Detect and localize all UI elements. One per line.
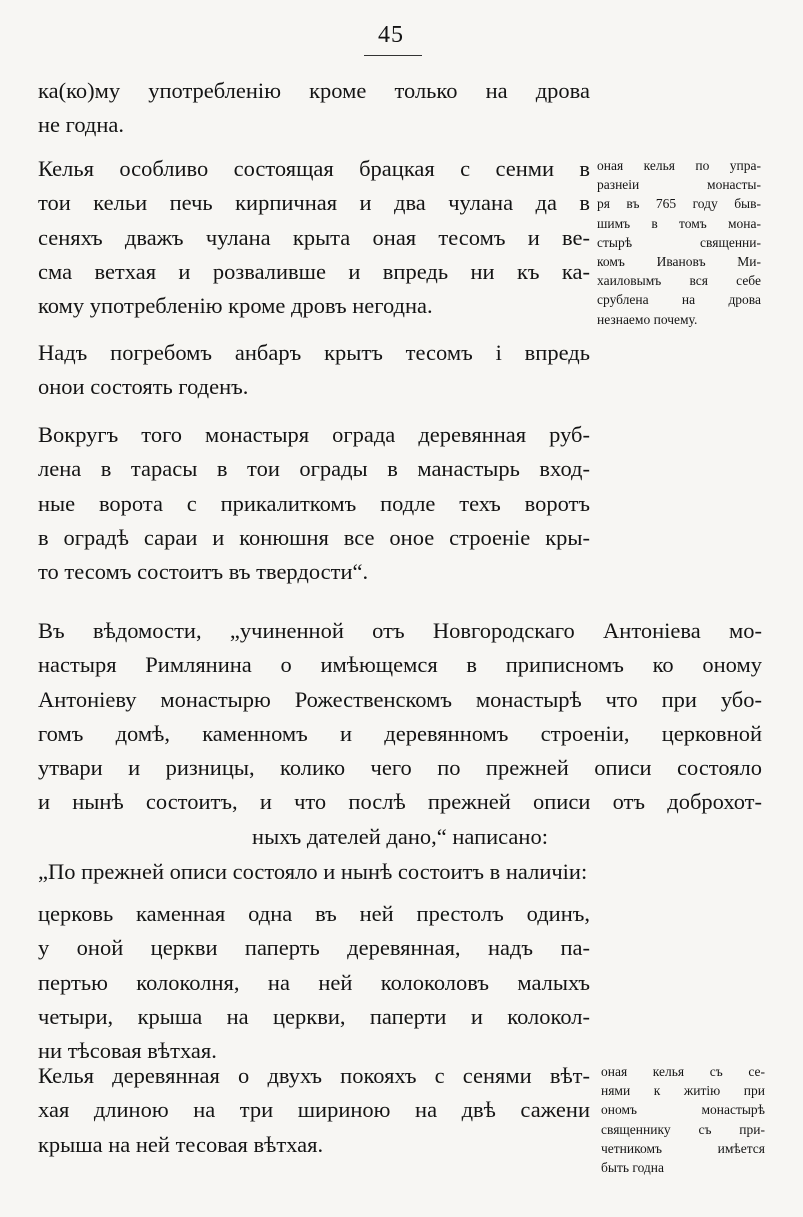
paragraph-line: гомъ домѣ, каменномъ и деревянномъ строенiи, церковной: [38, 720, 762, 746]
margin-note-line: шимъ в томъ мона-: [597, 215, 761, 231]
margin-note-line: ря въ 765 году быв-: [597, 196, 761, 212]
paragraph-6: [38, 855, 762, 889]
paragraph-line: Антонiеву монастырю Рожественскомъ монастырѣ что при убо-: [38, 686, 762, 712]
margin-note-2: [601, 1062, 765, 1177]
margin-note-line: священнику съ при-: [601, 1121, 765, 1137]
margin-note-line: комъ Ивановъ Ми-: [597, 253, 761, 269]
paragraph-line: онои состоять годенъ.: [38, 374, 249, 400]
margin-note-line: срублена на дрова: [597, 292, 761, 308]
paragraph-line: крыша на ней тесовая вѣтхая.: [38, 1131, 324, 1157]
paragraph-line: церковь каменная одна въ ней престолъ одинъ,: [38, 901, 590, 926]
paragraph-line: и нынѣ состоитъ, и что послѣ прежней описи отъ доброхот-: [38, 789, 762, 815]
margin-note-line: хаиловымъ вся себе: [597, 273, 761, 289]
margin-note-line: нями к житiю при: [601, 1083, 765, 1099]
paragraph-8: [38, 1059, 590, 1162]
paragraph-line: в оградѣ сараи и конюшня все оное строенiе кры-: [38, 524, 590, 550]
paragraph-line: ные ворота с прикалиткомъ подле техъ воротъ: [38, 490, 590, 516]
margin-note-line: четникомъ имѣется: [601, 1140, 765, 1156]
paragraph-1: [38, 74, 590, 143]
paragraph-line: Надъ погребомъ анбаръ крытъ тесомъ i впредь: [38, 340, 590, 365]
paragraph-line: „По прежней описи состояло и нынѣ состоитъ в наличiи:: [38, 859, 588, 884]
margin-note-line: оная келья по упра-: [597, 158, 761, 173]
paragraph-7: [38, 897, 590, 1068]
page-number-rule: [364, 55, 422, 56]
paragraph-line: настыря Римлянина о имѣющемся в приписномъ ко оному: [38, 652, 762, 678]
paragraph-line: пертью колоколня, на ней колоколовъ малыхъ: [38, 969, 590, 995]
paragraph-5: [38, 614, 762, 854]
margin-note-line: незнаемо почему.: [597, 311, 698, 327]
paragraph-line: у оной церкви паперть деревянная, надъ па-: [38, 935, 590, 961]
paragraph-line: хая длиною на три шириною на двѣ сажени: [38, 1097, 590, 1123]
margin-note-1: [597, 156, 761, 329]
margin-note-line: быть годна: [601, 1159, 665, 1175]
paragraph-4: [38, 418, 590, 589]
margin-note-line: ономъ монастырѣ: [601, 1102, 765, 1118]
paragraph-line: кому употребленiю кроме дровъ негодна.: [38, 293, 433, 319]
paragraph-line: лена в тарасы в тои ограды в манастырь вход-: [38, 456, 590, 482]
page-number: 45: [378, 22, 404, 48]
paragraph-line: ка(ко)му употребленiю кроме только на дрова: [38, 78, 590, 103]
paragraph-line: сеняхъ дважъ чулана крыта оная тесомъ и ве-: [38, 224, 590, 250]
paragraph-line: Въ вѣдомости, „учиненной отъ Новгородскаго Антонiева мо-: [38, 618, 762, 643]
paragraph-line: то тесомъ состоитъ въ твердости“.: [38, 559, 369, 585]
paragraph-line: утвари и ризницы, колико чего по прежней описи состояло: [38, 755, 762, 781]
paragraph-line: ныхъ дателей дано,“ написано:: [252, 823, 548, 849]
margin-note-line: разнеiи монасты-: [597, 177, 761, 193]
paragraph-line: ни тѣсовая вѣтхая.: [38, 1038, 217, 1064]
paragraph-line: Келья особливо состоящая брацкая с сенми в: [38, 156, 590, 181]
margin-note-line: стырѣ священни-: [597, 234, 761, 250]
paragraph-line: четыри, крыша на церкви, паперти и колокол-: [38, 1003, 590, 1029]
paragraph-line: Вокругъ того монастыря ограда деревянная руб-: [38, 422, 590, 447]
paragraph-2: [38, 152, 590, 323]
paragraph-3: [38, 336, 590, 405]
paragraph-line: Келья деревянная о двухъ покояхъ с сенями вѣт-: [38, 1063, 590, 1088]
paragraph-line: сма ветхая и розваливше и впредь ни къ ка-: [38, 258, 590, 284]
margin-note-line: оная келья съ се-: [601, 1064, 765, 1079]
paragraph-line: не годна.: [38, 112, 125, 138]
paragraph-line: тои кельи печь кирпичная и два чулана да в: [38, 190, 590, 216]
